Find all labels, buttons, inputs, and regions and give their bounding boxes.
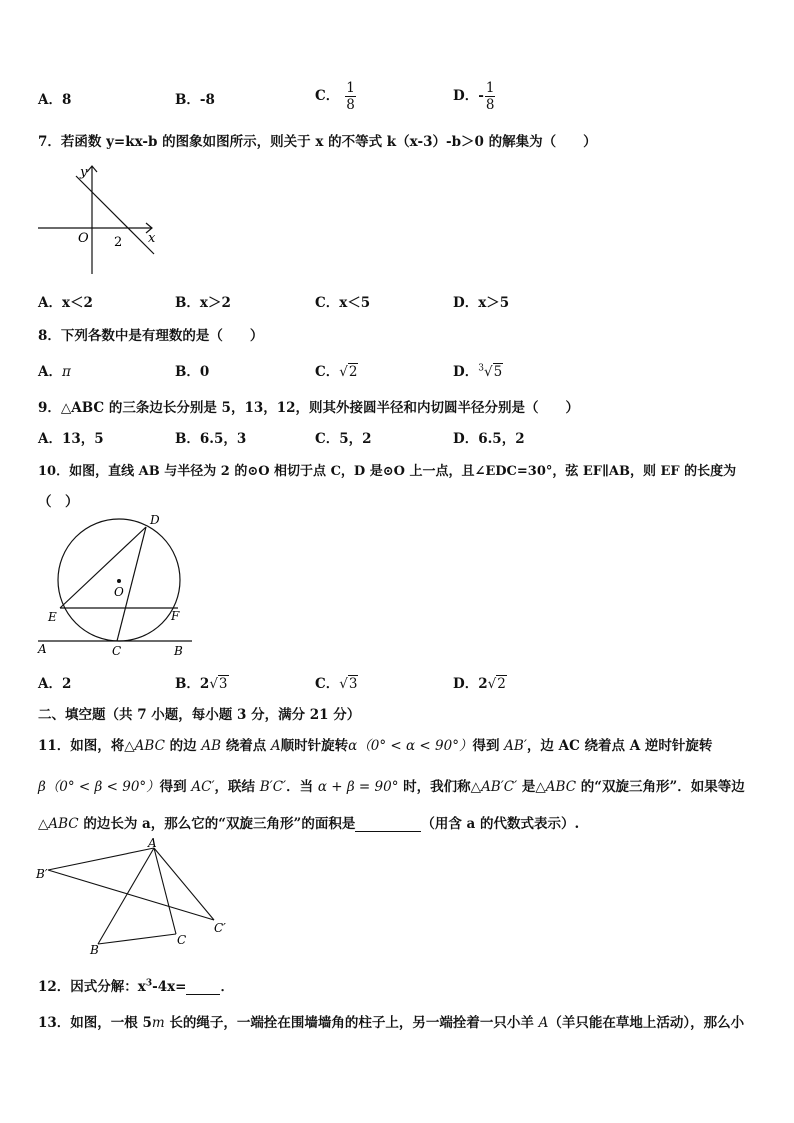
intercept-label: 2 [114,235,123,250]
text: 的“双旋三角形”．如果等边 [576,779,745,795]
q10-stem-line1: 10．如图，直线 AB 与半径为 2 的⊙O 相切于点 C，D 是⊙O 上一点，且∠EDC=30°，弦 EF∥AB，则 EF 的长度为 [38,464,737,479]
q13-stem [38,1011,744,1031]
segment-name: AB′ [504,738,527,754]
q9-option-a: A．13，5 [38,431,104,447]
text: ． [220,979,234,995]
numerator: 1 [485,80,495,96]
angle-condition: β（0° < β < 90°） [38,779,160,795]
q10-option-c-label: C． [315,676,340,692]
point-name: A [538,1015,549,1031]
q7-option-a: A．x＜2 [38,295,93,311]
q10-option-b-label: B．2 [175,676,210,692]
label-c: C [177,933,187,947]
label-c: C [112,644,122,658]
origin-label: O [78,231,89,246]
radicand: 5 [493,364,503,380]
text: ，边 AC 绕着点 A 逆时针旋转 [526,738,713,754]
label-c-prime: C′ [214,921,226,935]
q10-stem-line2: （ ） [38,494,79,510]
q7-stem: 7．若函数 y=kx-b 的图象如图所示，则关于 x 的不等式 k（x-3）-b＞0 的解集为（ ） [38,134,597,150]
answer-blank[interactable] [355,831,421,832]
label-a: A [148,838,157,850]
angle-sum: α + β = 90° [317,779,399,795]
text: -4x= [152,979,187,995]
q8-option-a-label: A． [38,364,62,380]
numerator: 1 [346,80,355,96]
q11-line1 [38,734,712,754]
text: 得到 [159,779,192,795]
q6-option-d [453,80,495,113]
triangle-name: ABC [134,738,165,754]
q8-option-b: B．0 [175,364,210,380]
q7-option-d: D．x＞5 [453,295,510,311]
q8-option-c [315,360,358,380]
q9-stem: 9．△ABC 的三条边长分别是 5，13，12，则其外接圆半径和内切圆半径分别是（ ） [38,400,580,416]
segment-name: B′C′ [259,779,287,795]
text: 绕着点 [221,738,271,754]
q10-option-d [453,672,507,692]
label-e: E [48,610,57,624]
label-f: F [171,609,180,623]
text: 的边 [164,738,202,754]
label-b-prime: B′ [36,867,48,881]
q9-option-d: D．6.5，2 [453,431,525,447]
pi-symbol: π [61,364,71,380]
q8-option-d-label: D． [453,364,479,380]
y-label: y [80,165,88,180]
text: ．当 [286,779,318,795]
cube-root-expression: $^3$√5 [478,363,503,380]
q6-option-a: A．8 [38,92,72,108]
triangle-name: ABC [545,779,577,795]
text: 12．因式分解：x [38,979,146,995]
label-o: O [114,585,124,599]
q7-graph [34,160,164,278]
text: 13．如图，一根 5 [38,1015,152,1031]
center-point [117,579,121,583]
q7-option-b: B．x＞2 [175,295,231,311]
root-index: 3 [478,363,484,374]
text: 时，我们称△ [398,779,482,795]
side-name: AB [201,738,221,754]
text: 是△ [517,779,546,795]
text: ，联结 [214,779,260,795]
q12-stem [38,975,234,995]
fraction [345,80,356,113]
x-label: x [148,231,156,246]
radicand: 3 [348,676,358,692]
sqrt-expression: √2 [487,676,506,692]
sqrt-expression: √3 [209,676,228,692]
triangle-name: AB′C′ [481,779,518,795]
section-title: 二、填空题（共 7 小题，每小题 3 分，满分 21 分） [38,707,361,723]
q11-line3 [38,812,579,832]
radicand: 3 [218,676,228,692]
text: △ [38,816,49,832]
q6-option-d-label: D．- [453,88,484,104]
segment-name: AC′ [191,779,215,795]
text: 得到 [472,738,505,754]
denominator: 8 [346,97,355,113]
segment-ab-prime [48,848,154,870]
q10-circle-figure [34,510,199,660]
text: （羊只能在草地上活动），那么小 [548,1015,745,1031]
label-b: B [90,943,99,956]
label-b: B [174,644,183,658]
radicand: 2 [497,676,506,692]
segment-b-prime-c-prime [48,870,214,920]
text: 11．如图，将△ [38,738,135,754]
q10-option-b [175,672,229,692]
q8-option-c-label: C． [315,364,340,380]
q6-option-c [315,80,356,113]
sqrt-expression: √2 [339,364,358,380]
q6-option-b: B．-8 [175,92,215,108]
point-name: A [270,738,281,754]
q8-stem: 8．下列各数中是有理数的是（ ） [38,328,264,344]
q9-option-b: B．6.5，3 [175,431,247,447]
angle-condition: α（0° < α < 90°） [348,738,473,754]
unit: m [151,1015,165,1031]
q11-line2 [38,775,745,795]
q10-option-a: A．2 [38,676,72,692]
denominator: 8 [485,97,495,113]
label-d: D [150,513,160,527]
sqrt-expression: √3 [339,676,358,692]
q7-option-c: C．x＜5 [315,295,371,311]
fraction [485,80,496,113]
q11-triangle-figure [34,838,239,956]
text: 顺时针旋转 [280,738,349,754]
text: （用含 a 的代数式表示）. [421,816,580,832]
segment-dc [117,527,146,641]
q10-option-d-label: D．2 [453,676,488,692]
exponent: 3 [145,978,153,989]
segment-ab [98,848,154,944]
q8-option-a [38,360,71,380]
triangle-name: ABC [48,816,79,832]
segment-bc [98,934,176,944]
q6-option-c-label: C． [315,88,340,104]
q10-option-c [315,672,358,692]
answer-blank[interactable] [186,994,220,995]
radicand: 2 [348,364,358,380]
q8-option-d [453,360,503,380]
label-a: A [38,642,47,656]
q9-option-c: C．5，2 [315,431,372,447]
text: 长的绳子，一端拴在围墙墙角的柱子上，另一端拴着一只小羊 [164,1015,539,1031]
text: 的边长为 a，那么它的“双旋三角形”的面积是 [78,816,356,832]
